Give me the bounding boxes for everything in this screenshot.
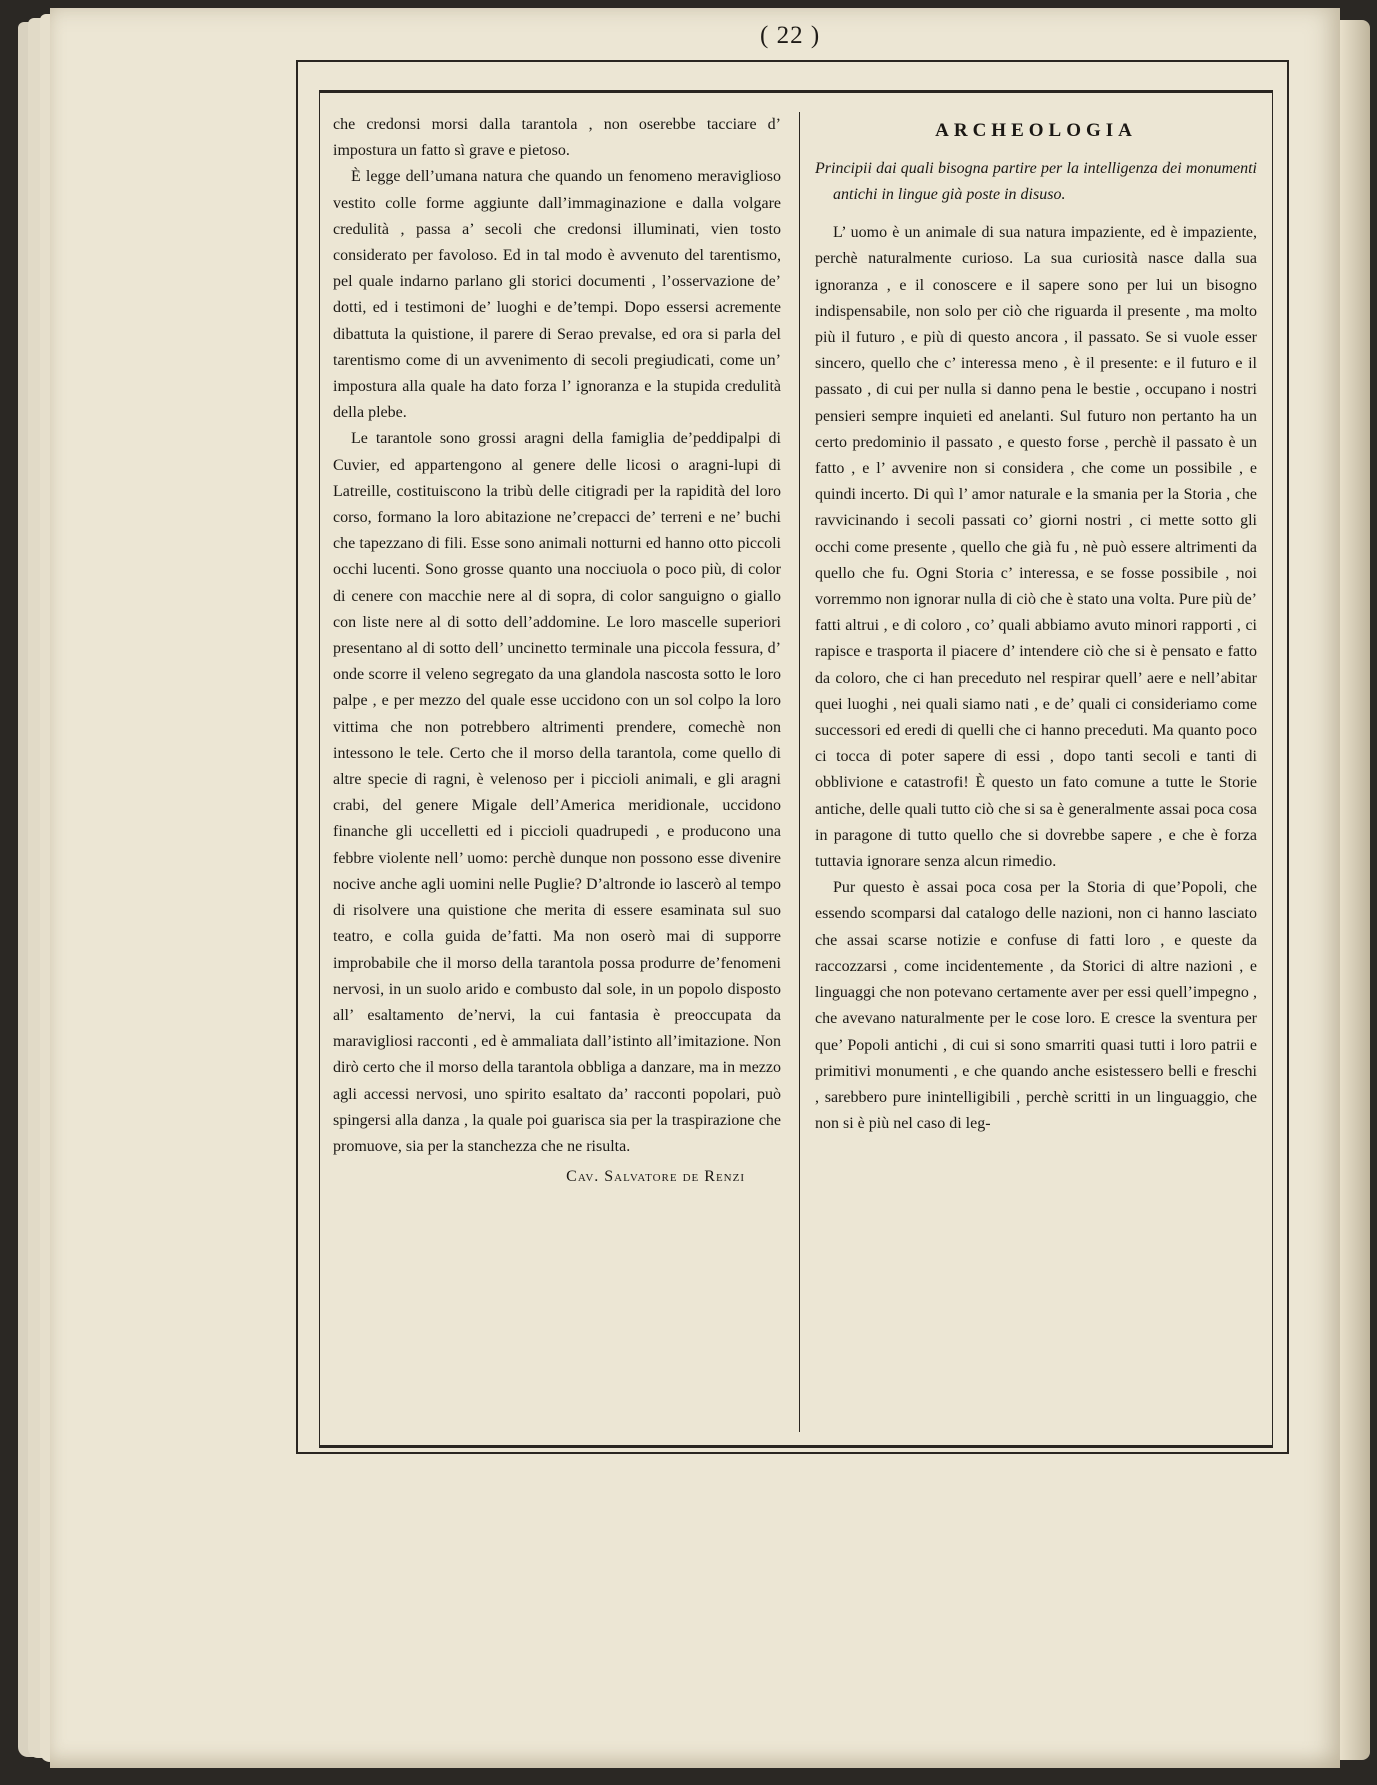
paragraph: L’ uomo è un animale di sua natura impaziente, ed è impaziente, perchè naturalmente curioso. La sua curiosità nasce dalla sua ignoranza , e il conoscere e il sapere sono per lui un bisogno indispensabile, non solo per ciò che riguarda il presente , ma molto più il futuro , e più di questo ancora , il passato. Se si vuole esser sincero, quello che c’ interessa meno , è il presente: e il futuro e il passato , di cui per nulla si danno pena le bestie , occupano i nostri pensieri sempre inquieti ed anelanti. Sul futuro non pertanto ha un certo predominio il passato , e questo forse , perchè il passato è un fatto , e l’ avvenire non si considera , che come un possibile , e quindi incerto. Di quì l’ amor naturale e la smania per la Storia , che ravvicinando i secoli passati co’ giorni nostri , ci mette sotto gli occhi come presente , quello che già fu , nè può essere altrimenti da quello che fu. Ogni Storia c’ interessa, e se fosse possibile , noi vorremmo non ignorar nulla di ciò che è stato una volta. Pure più de’ fatti altrui , e di coloro , co’ quali abbiamo avuto minori rapporti , ci rapisce e trasporta il piacere d’ intendere ciò che si è pensato e fatto da coloro, che ci han preceduto nel respirar quell’ aere e nell’abitar quei luoghi , nei quali siamo nati , e de’ quali ci consideriamo come successori ed eredi di quelli che ci hanno preceduti. Ma quanto poco ci tocca di poter sapere di essi , dopo tanti secoli e tanti di obblivione e catastrofi! È questo un fato comune a tutte le Storie antiche, delle quali tutto ciò che si sa è generalmente assai poca cosa in paragone di tutto quello che si dovrebbe sapere , e che è forza tuttavia ignorare senza alcun rimedio. [815,224,1257,871]
paragraph: che credonsi morsi dalla tarantola , non oserebbe tacciare d’ impostura un fatto sì grave e pietoso. [333,116,781,160]
paragraph: È legge dell’umana natura che quando un fenomeno meraviglioso vestito colle forme aggiunte dall’immaginazione e dalla volgare credulità , passa a’ secoli che credonsi illuminati, vien tosto considerato per favoloso. Ed in tal modo è avvenuto del tarentismo, pel quale indarno parlano gli storici documenti , l’osservazione de’ dotti, ed i testimoni de’ luoghi e de’tempi. Dopo essersi acremente dibattuta la quistione, il parere di Serao prevalse, ed ora si parla del tarentismo come di un avvenimento di secoli pregiudicati, come un’ impostura alla quale ha dato forza l’ ignoranza e la stupida credulità della plebe. [333,168,781,422]
right-column [815,112,1257,1137]
section-title: ARCHEOLOGIA [935,120,1137,141]
paragraph: Pur questo è assai poca cosa per la Storia di que’Popoli, che essendo scomparsi dal catalogo delle nazioni, non ci hanno lasciato che assai scarse notizie e confuse di fatti loro , e queste da raccozzarsi , come incidentemente , da Storici di altre nazioni , e linguaggi che non potevano certamente aver per essi quell’impegno , che avevano naturalmente per le cose loro. E cresce la sventura per que’ Popoli antichi , di cui si sono smarriti quasi tutti i loro patrii e primitivi monumenti , e che quando anche esistessero belli e freschi , sarebbero pure inintelligibili , perchè scritti in un linguaggio, che non si è più nel caso di leg- [815,879,1257,1133]
left-column [333,112,781,1190]
page-number: ( 22 ) [760,22,821,49]
paragraph: Le tarantole sono grossi aragni della famiglia de’peddipalpi di Cuvier, ed appartengono al genere delle licosi o aragni-lupi di Latreille, costituiscono la tribù delle citigradi per la rapidità del loro corso, formano la loro abitazione ne’crepacci de’ terreni e ne’ buchi che tapezzano di fili. Esse sono animali notturni ed hanno otto piccoli occhi lucenti. Sono grosse quanto una nocciuola o poco più, di color di cenere con macchie nere al di sopra, di color sanguigno o giallo con liste nere al di sotto dell’addomine. Le loro mascelle superiori presentano al di sotto dell’ uncinetto terminale una piccola fessura, d’ onde scorre il veleno segregato da una glandola nascosta sotto le loro palpe , e per mezzo del quale esse uccidono con un sol colpo la loro vittima che non potrebbero altrimenti prendere, comechè non intessono le tele. Certo che il morso della tarantola, come quello di altre specie di ragni, è velenoso per i piccioli animali, e gli aragni crabi, del genere Migale dell’America meridionale, uccidono finanche gli uccelletti ed i piccioli quadrupedi , e producono una febbre violente nell’ uomo: perchè dunque non possono esse divenire nocive anche agli uomini nelle Puglie? D’altronde io lascerò al tempo di risolvere una quistione che merita di essere esaminata sul suo teatro, e colla guida de’fatti. Ma non oserò mai di supporre improbabile che il morso della tarantola possa produrre de’fenomeni nervosi, in un suolo arido e combusto dal sole, in un popolo disposto all’ esaltamento de’nervi, la cui fantasia è preoccupata da maravigliosi racconti , ed è ammaliata dall’istinto all’imitazione. Non dirò certo che il morso della tarantola obbliga a danzare, ma in mezzo agli accessi nervosi, uno spirito esaltato da’ racconti popolari, può spingersi alla danza , la quale poi guarisca sia per la traspirazione che promuove, sia per la stanchezza che ne risulta. [333,430,781,1155]
author-signature: Cav. Salvatore de Renzi [566,1168,745,1186]
column-divider [799,112,800,1432]
section-subtitle: Principii dai quali bisogna partire per la intelligenza dei monumenti antichi in lingue già poste in disuso. [815,160,1257,204]
